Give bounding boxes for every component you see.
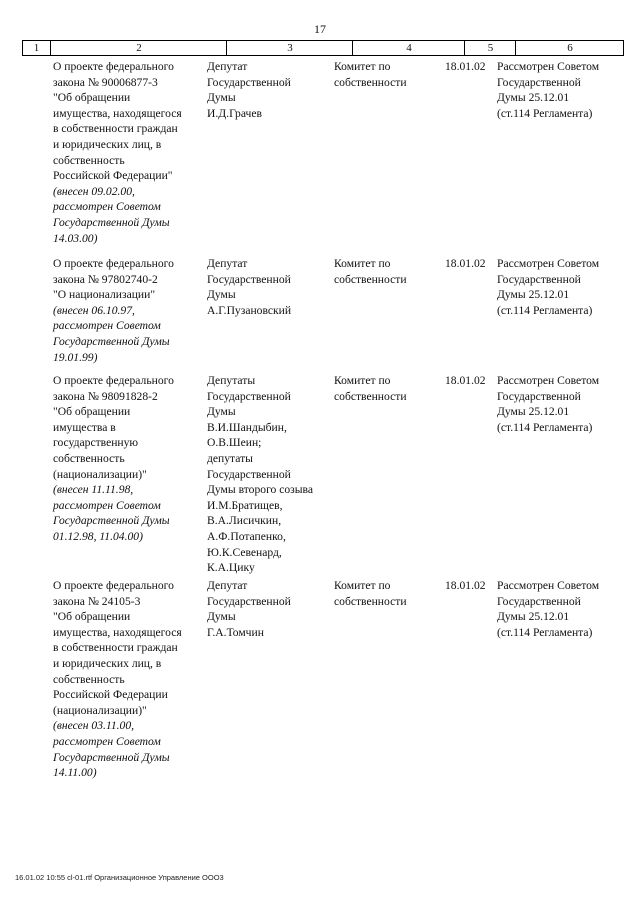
title-line: 01.12.98, 11.04.00)	[53, 529, 143, 543]
author-line: Государственной	[207, 389, 291, 403]
author-line: О.В.Шеин;	[207, 436, 262, 450]
cell-committee	[334, 256, 444, 287]
cell-title	[53, 59, 223, 246]
title-line: "Об обращении	[53, 405, 131, 419]
cell-author	[207, 578, 337, 640]
decision-line: (ст.114 Регламента)	[497, 106, 593, 120]
title-line: имущества, находящегося	[53, 625, 182, 639]
header-col-5: 5	[464, 41, 516, 55]
cell-date	[445, 59, 495, 75]
cell-committee	[334, 59, 444, 90]
author-line: А.Г.Пузановский	[207, 303, 292, 317]
title-line: "Об обращении	[53, 91, 131, 105]
decision-line: Рассмотрен Советом	[497, 374, 600, 387]
committee-line: собственности	[334, 594, 407, 608]
decision-line: Государственной	[497, 75, 581, 89]
author-line: Депутат	[207, 257, 248, 270]
title-line: собственность	[53, 451, 125, 465]
author-line: В.И.Шандыбин,	[207, 420, 287, 434]
table-header	[22, 40, 624, 56]
decision-line: Рассмотрен Советом	[497, 579, 600, 592]
author-line: К.А.Цику	[207, 561, 255, 575]
title-line: рассмотрен Советом	[53, 734, 161, 748]
footer-meta: 16.01.02 10:55 cl-01.rtf Организационное Управление ООО3	[15, 873, 224, 882]
cell-title	[53, 578, 223, 781]
cell-decision	[497, 256, 632, 318]
title-line: Государственной Думы	[53, 215, 170, 229]
title-line: 19.01.99)	[53, 350, 98, 364]
author-line: Думы второго созыва	[207, 483, 314, 497]
title-line: О проекте федерального	[53, 579, 174, 592]
title-line: рассмотрен Советом	[53, 200, 161, 214]
author-line: Депутаты	[207, 374, 256, 387]
title-line: О проекте федерального	[53, 374, 174, 387]
title-line: закона № 97802740-2	[53, 272, 158, 286]
title-line: имущества в	[53, 420, 116, 434]
author-line: Думы	[207, 405, 236, 419]
title-line: государственную	[53, 436, 139, 450]
title-line: Российской Федерации"	[53, 169, 173, 183]
title-line: и юридических лиц, в	[53, 656, 162, 670]
title-line: 14.03.00)	[53, 231, 98, 245]
author-line: Думы	[207, 610, 236, 624]
decision-line: (ст.114 Регламента)	[497, 420, 593, 434]
author-line: И.М.Братищев,	[207, 498, 283, 512]
title-line: в собственности граждан	[53, 122, 178, 136]
title-line: рассмотрен Советом	[53, 319, 161, 333]
title-line: (национализации)"	[53, 703, 147, 717]
cell-title	[53, 256, 223, 365]
title-line: (внесен 03.11.00,	[53, 719, 135, 733]
author-line: Думы	[207, 288, 236, 302]
date-value: 18.01.02	[445, 60, 486, 73]
author-line: Государственной	[207, 272, 291, 286]
cell-date	[445, 373, 495, 389]
committee-line: Комитет по	[334, 257, 391, 270]
author-line: Депутат	[207, 579, 248, 592]
committee-line: Комитет по	[334, 374, 391, 387]
cell-decision	[497, 373, 632, 435]
date-value: 18.01.02	[445, 374, 486, 387]
decision-line: Государственной	[497, 272, 581, 286]
title-line: имущества, находящегося	[53, 106, 182, 120]
header-col-6: 6	[515, 41, 624, 55]
title-line: Государственной Думы	[53, 750, 170, 764]
decision-line: Государственной	[497, 594, 581, 608]
committee-line: собственности	[334, 389, 407, 403]
committee-line: собственности	[334, 272, 407, 286]
author-line: Государственной	[207, 594, 291, 608]
title-line: О проекте федерального	[53, 257, 174, 270]
title-line: закона № 90006877-3	[53, 75, 158, 89]
author-line: Думы	[207, 91, 236, 105]
decision-line: (ст.114 Регламента)	[497, 625, 593, 639]
title-line: (внесен 06.10.97,	[53, 303, 135, 317]
cell-decision	[497, 578, 632, 640]
cell-author	[207, 373, 337, 576]
cell-committee	[334, 373, 444, 404]
committee-line: собственности	[334, 75, 407, 89]
title-line: рассмотрен Советом	[53, 498, 161, 512]
header-col-4: 4	[352, 41, 465, 55]
author-line: депутаты	[207, 451, 253, 465]
cell-author	[207, 256, 337, 318]
cell-date	[445, 256, 495, 272]
decision-line: Думы 25.12.01	[497, 288, 570, 302]
author-line: В.А.Лисичкин,	[207, 514, 282, 528]
title-line: (национализации)"	[53, 467, 147, 481]
title-line: собственность	[53, 153, 125, 167]
author-line: Государственной	[207, 75, 291, 89]
title-line: 14.11.00)	[53, 766, 97, 780]
decision-line: Думы 25.12.01	[497, 610, 570, 624]
title-line: О проекте федерального	[53, 60, 174, 73]
cell-date	[445, 578, 495, 594]
cell-title	[53, 373, 223, 545]
committee-line: Комитет по	[334, 60, 391, 73]
header-col-3: 3	[226, 41, 353, 55]
title-line: закона № 24105-3	[53, 594, 141, 608]
decision-line: (ст.114 Регламента)	[497, 303, 593, 317]
header-col-2: 2	[50, 41, 227, 55]
title-line: "О национализации"	[53, 288, 156, 302]
decision-line: Думы 25.12.01	[497, 91, 570, 105]
title-line: в собственности граждан	[53, 641, 178, 655]
cell-committee	[334, 578, 444, 609]
date-value: 18.01.02	[445, 579, 486, 592]
title-line: (внесен 11.11.98,	[53, 483, 134, 497]
title-line: Государственной Думы	[53, 334, 170, 348]
author-line: Государственной	[207, 467, 291, 481]
decision-line: Государственной	[497, 389, 581, 403]
page-number: 17	[314, 22, 326, 36]
committee-line: Комитет по	[334, 579, 391, 592]
header-col-1: 1	[33, 42, 40, 54]
title-line: Российской Федерации	[53, 688, 168, 702]
author-line: Г.А.Томчин	[207, 625, 264, 639]
cell-author	[207, 59, 337, 121]
author-line: А.Ф.Потапенко,	[207, 529, 286, 543]
author-line: И.Д.Грачев	[207, 106, 262, 120]
title-line: "Об обращении	[53, 610, 131, 624]
decision-line: Рассмотрен Советом	[497, 257, 600, 270]
title-line: Государственной Думы	[53, 514, 170, 528]
title-line: собственность	[53, 672, 125, 686]
cell-decision	[497, 59, 632, 121]
author-line: Депутат	[207, 60, 248, 73]
title-line: и юридических лиц, в	[53, 137, 162, 151]
title-line: закона № 98091828-2	[53, 389, 158, 403]
date-value: 18.01.02	[445, 257, 486, 270]
title-line: (внесен 09.02.00,	[53, 184, 135, 198]
decision-line: Думы 25.12.01	[497, 405, 570, 419]
author-line: Ю.К.Севенард,	[207, 545, 282, 559]
decision-line: Рассмотрен Советом	[497, 60, 600, 73]
